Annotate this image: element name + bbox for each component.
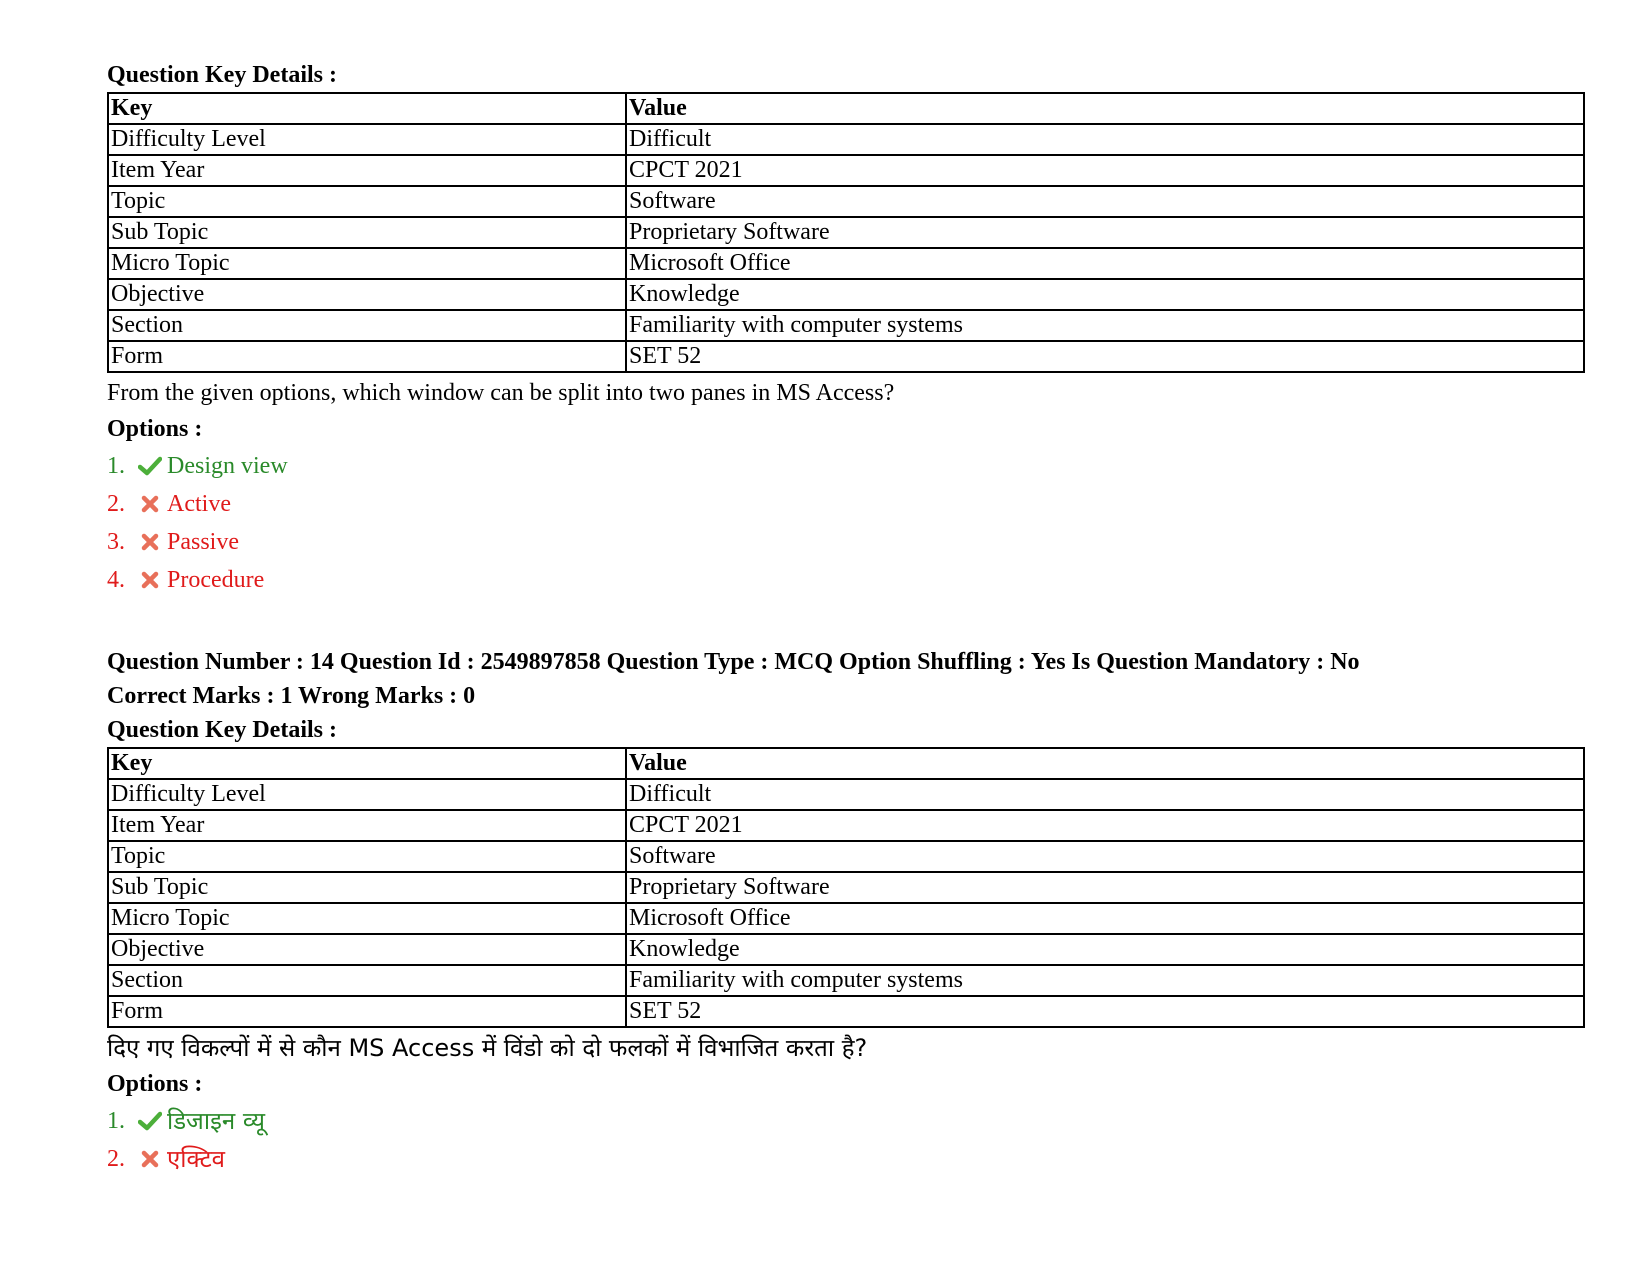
option-item <box>107 523 1585 561</box>
key-details-table <box>107 747 1585 1028</box>
option-number: 4. <box>107 567 125 593</box>
option-number: 3. <box>107 529 125 555</box>
table-header-row <box>108 93 1584 124</box>
row-value: Microsoft Office <box>626 248 1584 279</box>
options-label: Options : <box>107 1071 203 1097</box>
row-value: Familiarity with computer systems <box>626 310 1584 341</box>
row-key: Micro Topic <box>108 248 626 279</box>
table-row <box>108 248 1584 279</box>
option-item <box>107 1140 1585 1178</box>
cross-icon <box>135 1150 165 1168</box>
row-key: Form <box>108 996 626 1027</box>
table-row <box>108 310 1584 341</box>
option-number: 2. <box>107 491 125 517</box>
row-key: Difficulty Level <box>108 124 626 155</box>
row-value: Software <box>626 841 1584 872</box>
table-row <box>108 965 1584 996</box>
row-value: CPCT 2021 <box>626 810 1584 841</box>
option-number: 1. <box>107 453 125 479</box>
row-key: Topic <box>108 186 626 217</box>
option-item <box>107 485 1585 523</box>
question-text: दिए गए विकल्पों में से कौन MS Access में विंडो को दो फलकों में विभाजित करता है? <box>107 1034 868 1062</box>
header-value: Value <box>626 748 1584 779</box>
check-icon <box>135 1111 165 1131</box>
option-text: डिजाइन व्यू <box>167 1107 265 1135</box>
row-key: Form <box>108 341 626 372</box>
row-key: Micro Topic <box>108 903 626 934</box>
cross-icon <box>135 533 165 551</box>
row-key: Section <box>108 965 626 996</box>
question-meta-line: Question Number : 14 Question Id : 2549897858 Question Type : MCQ Option Shuffling : Yes Is Question Mandatory : No <box>107 649 1360 675</box>
table-row <box>108 841 1584 872</box>
option-number: 2. <box>107 1146 125 1172</box>
row-value: SET 52 <box>626 341 1584 372</box>
question-text: From the given options, which window can be split into two panes in MS Access? <box>107 380 895 406</box>
row-key: Objective <box>108 934 626 965</box>
header-key: Key <box>108 748 626 779</box>
key-details-heading: Question Key Details : <box>107 62 337 88</box>
key-details-heading: Question Key Details : <box>107 717 337 743</box>
table-row <box>108 810 1584 841</box>
cross-icon <box>135 571 165 589</box>
row-key: Sub Topic <box>108 217 626 248</box>
table-row <box>108 341 1584 372</box>
table-row <box>108 779 1584 810</box>
table-header-row <box>108 748 1584 779</box>
row-key: Item Year <box>108 155 626 186</box>
row-value: Knowledge <box>626 279 1584 310</box>
option-item <box>107 447 1585 485</box>
key-details-table <box>107 92 1585 373</box>
check-icon <box>135 456 165 476</box>
option-item <box>107 1102 1585 1140</box>
option-number: 1. <box>107 1108 125 1134</box>
row-value: Microsoft Office <box>626 903 1584 934</box>
row-key: Topic <box>108 841 626 872</box>
option-text: Active <box>167 491 231 517</box>
row-value: Difficult <box>626 124 1584 155</box>
cross-icon <box>135 495 165 513</box>
header-key: Key <box>108 93 626 124</box>
table-row <box>108 903 1584 934</box>
table-row <box>108 186 1584 217</box>
row-key: Difficulty Level <box>108 779 626 810</box>
table-row <box>108 217 1584 248</box>
row-value: Software <box>626 186 1584 217</box>
row-value: Knowledge <box>626 934 1584 965</box>
row-key: Sub Topic <box>108 872 626 903</box>
row-value: Familiarity with computer systems <box>626 965 1584 996</box>
table-row <box>108 279 1584 310</box>
row-value: CPCT 2021 <box>626 155 1584 186</box>
row-value: SET 52 <box>626 996 1584 1027</box>
table-row <box>108 124 1584 155</box>
row-key: Section <box>108 310 626 341</box>
marks-line: Correct Marks : 1 Wrong Marks : 0 <box>107 683 476 709</box>
row-value: Difficult <box>626 779 1584 810</box>
option-text: Passive <box>167 529 239 555</box>
document-page <box>107 58 1585 1178</box>
option-text: एक्टिव <box>167 1145 226 1173</box>
row-value: Proprietary Software <box>626 217 1584 248</box>
table-row <box>108 996 1584 1027</box>
table-row <box>108 872 1584 903</box>
table-row <box>108 155 1584 186</box>
table-row <box>108 934 1584 965</box>
header-value: Value <box>626 93 1584 124</box>
option-text: Design view <box>167 453 288 479</box>
row-key: Item Year <box>108 810 626 841</box>
option-item <box>107 561 1585 599</box>
options-label: Options : <box>107 416 203 442</box>
option-text: Procedure <box>167 567 265 593</box>
row-value: Proprietary Software <box>626 872 1584 903</box>
row-key: Objective <box>108 279 626 310</box>
